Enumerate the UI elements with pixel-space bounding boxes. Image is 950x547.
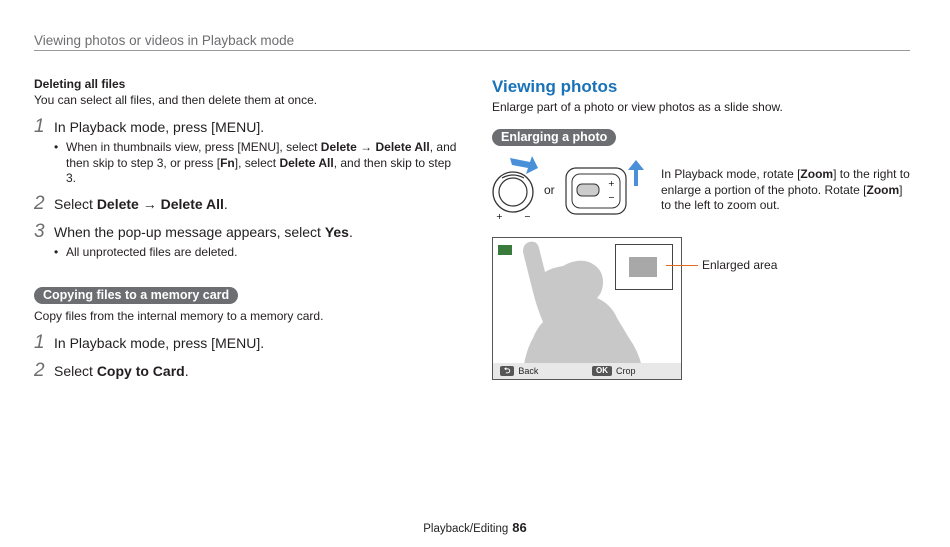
- or-label: or: [544, 183, 555, 197]
- crop-soft-key[interactable]: OK Crop: [592, 366, 636, 376]
- enlarged-area-marker: [629, 257, 657, 277]
- delete-step-3-bullet: • All unprotected files are deleted.: [54, 244, 238, 259]
- delete-step-1: [34, 116, 464, 138]
- delete-step-3: [34, 221, 464, 243]
- page-number: 86: [512, 520, 527, 535]
- menu-key-icon: MENU: [215, 119, 257, 135]
- zoom-button-illustration: [562, 160, 652, 218]
- header-rule: [34, 50, 910, 51]
- step-number: 1: [34, 332, 45, 353]
- callout-line: [666, 265, 698, 266]
- deleting-all-intro: You can select all files, and then delete them at once.: [34, 93, 318, 107]
- menu-key-icon: MENU: [215, 335, 257, 351]
- step-number: 2: [34, 192, 45, 214]
- back-icon: ⮌: [500, 366, 514, 376]
- zoom-description: In Playback mode, rotate [Zoom] to the right to enlarge a portion of the photo. Rotate [Zoom] to the left to zoom out.: [661, 167, 910, 212]
- copy-files-pill: Copying files to a memory card: [34, 287, 238, 304]
- step-text: When the pop-up message appears, select Yes.: [54, 223, 353, 240]
- delete-step-1-bullet: • When in thumbnails view, press [MENU], select Delete → Delete All, and then skip to step 3, or press [Fn], select Delete All, and then skip to step 3.: [54, 140, 457, 185]
- playback-mode-icon: [497, 244, 513, 256]
- left-column: [34, 77, 464, 382]
- fn-key-icon: Fn: [220, 155, 235, 170]
- copy-step-2: [34, 360, 464, 382]
- svg-text:−: −: [608, 193, 615, 202]
- rotate-arrow-icon: [510, 156, 538, 174]
- viewing-photos-title: Viewing photos: [492, 77, 618, 96]
- step-number: 1: [34, 116, 45, 137]
- svg-text:+: +: [608, 179, 615, 188]
- page-header-title: Viewing photos or videos in Playback mode: [34, 33, 295, 48]
- delete-step-2: [34, 193, 464, 215]
- enlarged-area-frame: [615, 244, 673, 290]
- step-text: In Playback mode, press [MENU].: [54, 119, 265, 135]
- ok-key-icon: OK: [592, 366, 612, 376]
- zoom-lever-illustration: [488, 152, 544, 222]
- enlarged-area-callout: Enlarged area: [702, 258, 778, 272]
- back-soft-key[interactable]: ⮌ Back: [500, 366, 538, 376]
- svg-text:+: +: [496, 212, 503, 221]
- copy-step-1: [34, 332, 464, 354]
- step-text: Select Copy to Card.: [54, 363, 189, 379]
- step-number: 3: [34, 220, 45, 242]
- up-arrow-icon: [628, 160, 644, 186]
- enlarging-photo-pill: Enlarging a photo: [492, 129, 616, 146]
- viewing-photos-intro: Enlarge part of a photo or view photos as a slide show.: [492, 100, 783, 114]
- playback-screen: [492, 237, 682, 380]
- right-column: [492, 77, 912, 146]
- screen-soft-key-bar: [493, 363, 681, 379]
- copy-files-intro: Copy files from the internal memory to a memory card.: [34, 309, 324, 323]
- menu-key-icon: MENU: [240, 140, 277, 154]
- svg-text:−: −: [524, 212, 531, 221]
- deleting-all-heading: Deleting all files: [34, 77, 126, 91]
- step-number: 2: [34, 360, 45, 381]
- step-text: In Playback mode, press [MENU].: [54, 335, 265, 351]
- page-footer: [0, 520, 950, 535]
- footer-section: Playback/Editing: [423, 523, 509, 535]
- step-text: Select Delete → Delete All.: [54, 195, 228, 212]
